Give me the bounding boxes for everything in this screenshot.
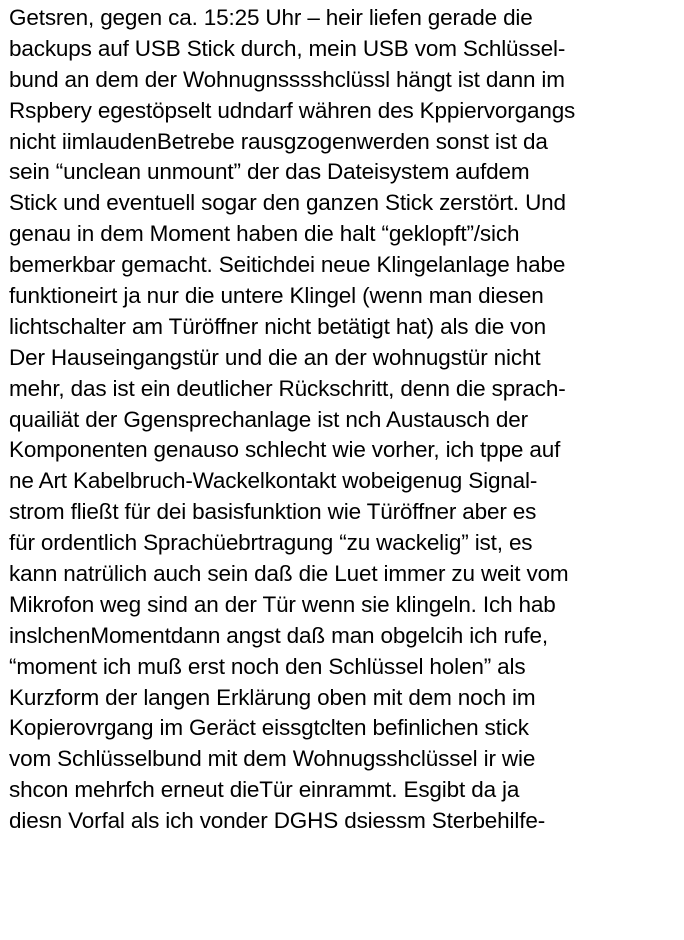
- text-line-27: diesn Vorfal als ich vonder DGHS dsiessm Sterbehilfe-: [9, 808, 546, 834]
- text-line-5: nicht iimlaudenBetrebe rausgzogenwerden sonst ist da: [9, 128, 548, 154]
- text-line-1: Getsren, gegen ca. 15:25 Uhr – heir liefen gerade die: [9, 5, 533, 30]
- text-line-11: lichtschalter am Türöffner nicht betätigt hat) als die von: [9, 313, 547, 339]
- text-line-3: bund an dem der Wohnugnsssshclüssl hängt ist dann im: [9, 66, 565, 92]
- text-line-9: bemerkbar gemacht. Seitichdei neue Klingelanlage habe: [9, 252, 566, 278]
- text-line-20: Mikrofon weg sind an der Tür wenn sie klingeln. Ich hab: [9, 591, 556, 617]
- text-line-26: shcon mehrfch erneut dieTür einrammt. Esgibt da ja: [9, 777, 520, 803]
- text-line-18: für ordentlich Sprachüebrtragung “zu wackelig” ist, es: [9, 530, 533, 556]
- text-line-6: sein “unclean unmount” der das Dateisystem aufdem: [9, 159, 530, 185]
- text-line-14: quailiät der Ggensprechanlage ist nch Austausch der: [9, 406, 528, 432]
- text-line-10: funktioneirt ja nur die untere Klingel (wenn man diesen: [9, 283, 544, 309]
- text-line-22: “moment ich muß erst noch den Schlüssel holen” als: [9, 653, 526, 679]
- text-line-25: vom Schlüsselbund mit dem Wohnugsshclüssel ir wie: [9, 746, 536, 772]
- text-line-12: Der Hauseingangstür und die an der wohnugstür nicht: [9, 344, 541, 370]
- text-line-13: mehr, das ist ein deutlicher Rückschritt, denn die sprach-: [9, 375, 566, 401]
- text-line-4: Rspbery egestöpselt udndarf währen des Kppiervorgangs: [9, 97, 576, 123]
- text-line-16: ne Art Kabelbruch-Wackelkontakt wobeigenug Signal-: [9, 468, 538, 494]
- text-line-8: genau in dem Moment haben die halt “geklopft”/sich: [9, 221, 520, 247]
- body-text: [9, 3, 679, 837]
- text-line-19: kann natrülich auch sein daß die Luet immer zu weit vom: [9, 561, 569, 587]
- text-line-7: Stick und eventuell sogar den ganzen Stick zerstört. Und: [9, 190, 566, 216]
- text-line-15: Komponenten genauso schlecht wie vorher, ich tppe auf: [9, 437, 561, 463]
- text-line-24: Kopierovrgang im Geräct eissgtclten befinlichen stick: [9, 715, 529, 741]
- text-line-17: strom fließt für dei basisfunktion wie Türöffner aber es: [9, 499, 537, 525]
- text-line-21: inslchenMomentdann angst daß man obgelcih ich rufe,: [9, 622, 548, 648]
- text-line-2: backups auf USB Stick durch, mein USB vom Schlüssel-: [9, 35, 566, 61]
- text-line-23: Kurzform der langen Erklärung oben mit dem noch im: [9, 684, 536, 710]
